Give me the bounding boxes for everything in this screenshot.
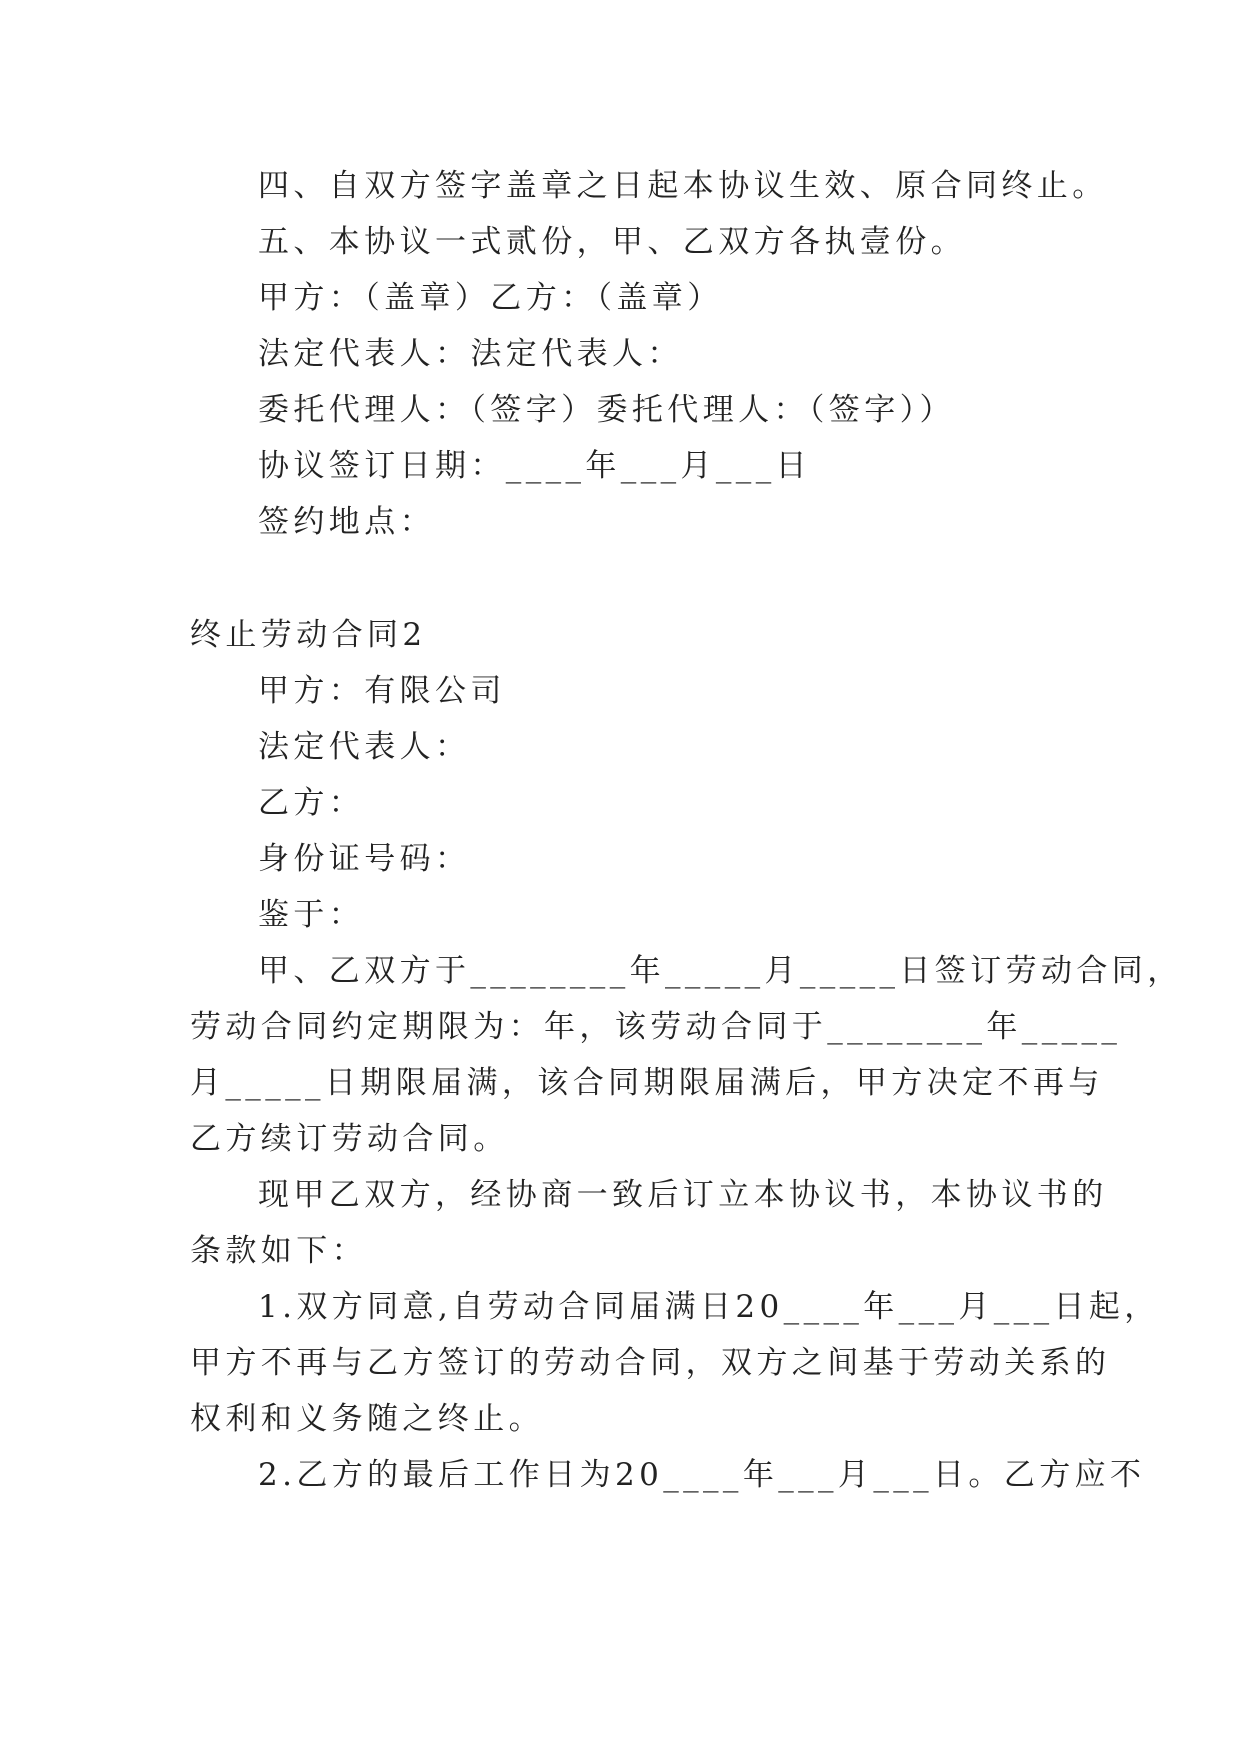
clause-2-line: 2.乙方的最后工作日为20____年___月___日。乙方应不 — [258, 1457, 1146, 1493]
signature-authorized-agent: 委托代理人：（签字）委托代理人：（签字）） — [258, 392, 955, 428]
legal-representative: 法定代表人： — [258, 729, 471, 765]
signing-place: 签约地点： — [258, 504, 435, 540]
recital-paragraph-line: 甲、乙双方于________年_____月_____日签订劳动合同， — [258, 953, 1183, 989]
id-number: 身份证号码： — [258, 841, 471, 877]
agreement-intro-line: 条款如下： — [190, 1233, 367, 1269]
clause-4-effective-date: 四、自双方签字盖章之日起本协议生效、原合同终止。 — [258, 168, 1108, 204]
clause-5-copies: 五、本协议一式贰份，甲、乙双方各执壹份。 — [258, 224, 966, 260]
party-a: 甲方：有限公司 — [258, 673, 506, 709]
agreement-intro-line: 现甲乙双方，经协商一致后订立本协议书，本协议书的 — [258, 1177, 1108, 1213]
recital-paragraph-line: 乙方续订劳动合同。 — [190, 1121, 509, 1157]
recital-paragraph-line: 劳动合同约定期限为：年，该劳动合同于________年_____ — [190, 1009, 1122, 1045]
signature-legal-representative: 法定代表人：法定代表人： — [258, 336, 683, 372]
recital-paragraph-line: 月_____日期限届满，该合同期限届满后，甲方决定不再与 — [190, 1065, 1104, 1101]
whereas: 鉴于： — [258, 897, 365, 933]
clause-1-line: 权利和义务随之终止。 — [190, 1401, 544, 1437]
signing-date: 协议签订日期：____年___月___日 — [258, 448, 811, 484]
party-b: 乙方： — [258, 785, 365, 821]
section-heading: 终止劳动合同2 — [190, 617, 427, 653]
signature-party-seal: 甲方：（盖章）乙方：（盖章） — [258, 280, 723, 316]
clause-1-line: 1.双方同意,自劳动合同届满日20____年___月___日起， — [258, 1289, 1160, 1325]
clause-1-line: 甲方不再与乙方签订的劳动合同，双方之间基于劳动关系的 — [190, 1345, 1111, 1381]
